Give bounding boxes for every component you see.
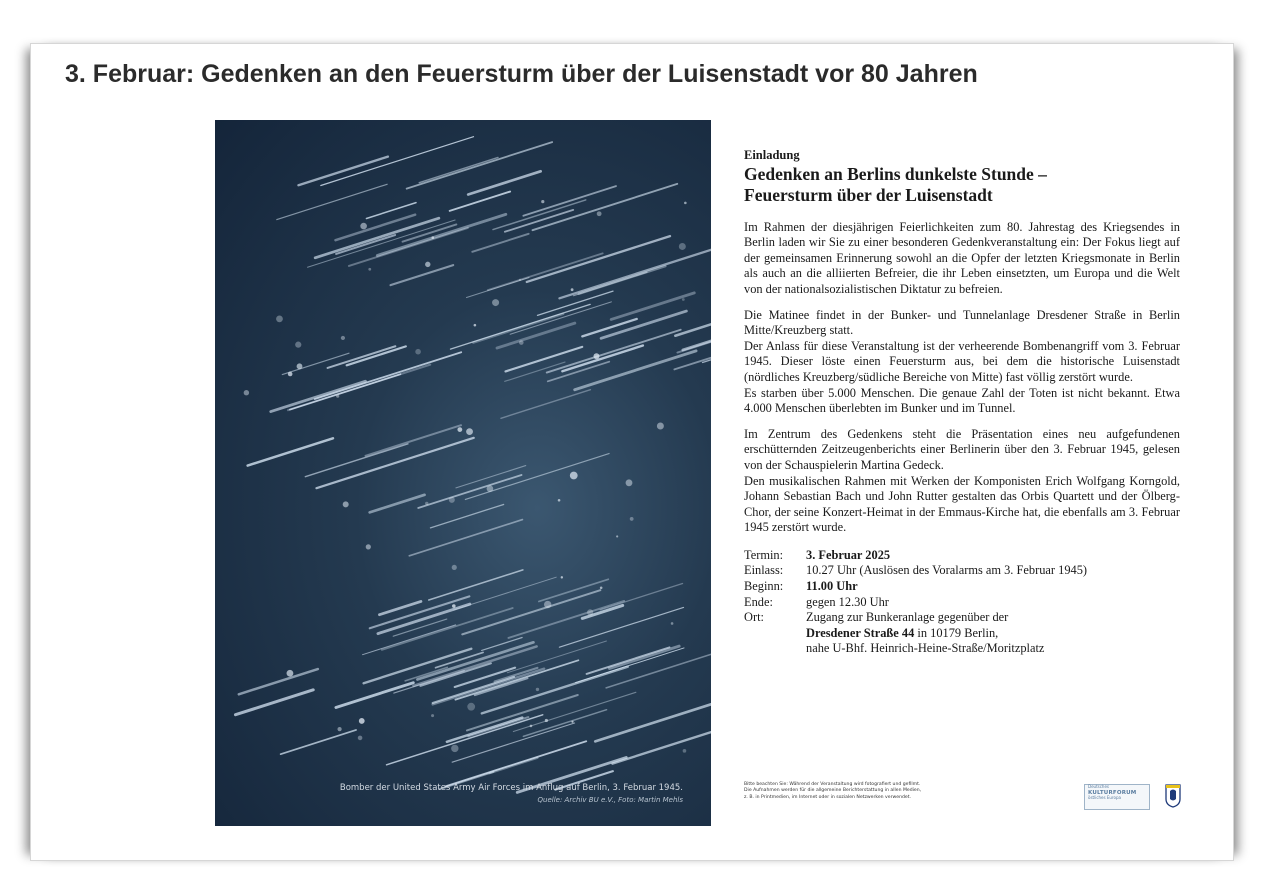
ort-street: Dresdener Straße 44 bbox=[806, 625, 915, 640]
photo-caption bbox=[340, 783, 683, 804]
notice-line-1: Bitte beachten Sie: Während der Veranstaltung wird fotografiert und gefilmt. bbox=[744, 782, 921, 787]
einlass-value: 10.27 Uhr (Auslösen des Voralarms am 3. Februar 1945) bbox=[806, 563, 1088, 578]
paragraph-3b: Den musikalischen Rahmen mit Werken der Komponisten Erich Wolfgang Korngold, Johann Sebastian Bach und John Rutter gestalten das Orbis Quartett und der Ölberg-Chor, der seine Konzert-Heimat in der Emmaus-Kirche hat, die ebenfalls am 3. Februar 1945 zerstört wurde. bbox=[744, 473, 1180, 535]
ort-line-3: nahe U-Bhf. Heinrich-Heine-Straße/Moritzplatz bbox=[806, 641, 1045, 656]
beginn-value: 11.00 Uhr bbox=[806, 579, 858, 594]
flyer-footer bbox=[744, 780, 1180, 820]
berlin-crest-icon bbox=[1164, 782, 1182, 808]
headline bbox=[744, 164, 1180, 206]
headline-line-2: Feuersturm über der Luisenstadt bbox=[744, 184, 993, 205]
bomber-photo bbox=[215, 120, 711, 826]
notice-line-3: z. B. in Printmedien, im Internet oder in sozialen Netzwerken verwendet. bbox=[744, 794, 911, 800]
ort-label: Ort: bbox=[744, 610, 764, 625]
paragraph-2c: Es starben über 5.000 Menschen. Die genaue Zahl der Toten ist nicht bekannt. Etwa 4.000 Menschen überlebten im Bunker und im Tunnel. bbox=[744, 385, 1180, 416]
logo-line-1: Deutsches bbox=[1088, 784, 1110, 789]
ende-value: gegen 12.30 Uhr bbox=[806, 594, 889, 609]
paragraph-2a: Die Matinee findet in der Bunker- und Tunnelanlage Dresdener Straße in Berlin Mitte/Kreuzberg statt. bbox=[744, 307, 1180, 338]
termin-label: Termin: bbox=[744, 547, 784, 562]
notice-line-2: Die Aufnahmen werden für die allgemeine Berichterstattung in allen Medien, bbox=[744, 788, 922, 794]
beginn-row bbox=[744, 579, 1180, 595]
termin-row bbox=[744, 548, 1180, 564]
page-title: 3. Februar: Gedenken an den Feuersturm über der Luisenstadt vor 80 Jahren bbox=[65, 60, 978, 88]
kicker: Einladung bbox=[744, 148, 800, 162]
paragraph-2b: Der Anlass für diese Veranstaltung ist der verheerende Bombenangriff vom 3. Februar 1945. Dieser löste einen Feuersturm aus, bei dem die historische Luisenstadt (nördliches Kreuzberg/südliche Bereiche von Mitte) fast völlig zerstört wurde. bbox=[744, 338, 1180, 384]
photo-notice bbox=[744, 782, 984, 801]
bomber-streaks bbox=[215, 120, 711, 826]
ende-label: Ende: bbox=[744, 594, 773, 609]
paragraph-1: Im Rahmen der diesjährigen Feierlichkeiten zum 80. Jahrestag des Kriegsendes in Berlin laden wir Sie zu einer besonderen Gedenkveranstaltung ein: Der Fokus liegt auf der gemeinsamen Erinnerung sowohl an die Opfer der letzten Kriegsmonate in Berlin als auch an die alliierten Befreier, die ihr Leben einsetzten, um Europa und die Welt von der nationalsozialistischen Diktatur zu befreien. bbox=[744, 219, 1180, 296]
logo-line-3: östliches Europa bbox=[1088, 794, 1121, 800]
logo-line-2: KULTURFORUM bbox=[1088, 789, 1137, 796]
ende-row bbox=[744, 595, 1180, 611]
termin-value: 3. Februar 2025 bbox=[806, 547, 891, 562]
photo-credit: Quelle: Archiv BU e.V., Foto: Martin Mehls bbox=[537, 796, 683, 804]
kulturforum-logo bbox=[1084, 784, 1150, 810]
paragraph-3a: Im Zentrum des Gedenkens steht die Präsentation eines neu aufgefundenen erschütternden Zeitzeugenberichts einer Berlinerin über den 3. Februar 1945, gelesen von der Schauspielerin Martina Gedeck. bbox=[744, 426, 1180, 472]
invitation-flyer-image bbox=[215, 120, 1187, 826]
ort-row bbox=[744, 610, 1180, 626]
headline-line-1: Gedenken an Berlins dunkelste Stunde – bbox=[744, 163, 1047, 184]
event-details bbox=[744, 548, 1180, 657]
ort-city: in 10179 Berlin, bbox=[914, 625, 999, 640]
einlass-label: Einlass: bbox=[744, 563, 784, 578]
invitation-text bbox=[744, 148, 1180, 657]
photo-caption-text: Bomber der United States Army Air Forces im Anflug auf Berlin, 3. Februar 1945. bbox=[339, 783, 683, 793]
ort-line-2 bbox=[744, 626, 1180, 642]
einlass-row bbox=[744, 563, 1180, 579]
ort-line-1: Zugang zur Bunkeranlage gegenüber der bbox=[806, 610, 1009, 625]
beginn-label: Beginn: bbox=[744, 579, 784, 594]
